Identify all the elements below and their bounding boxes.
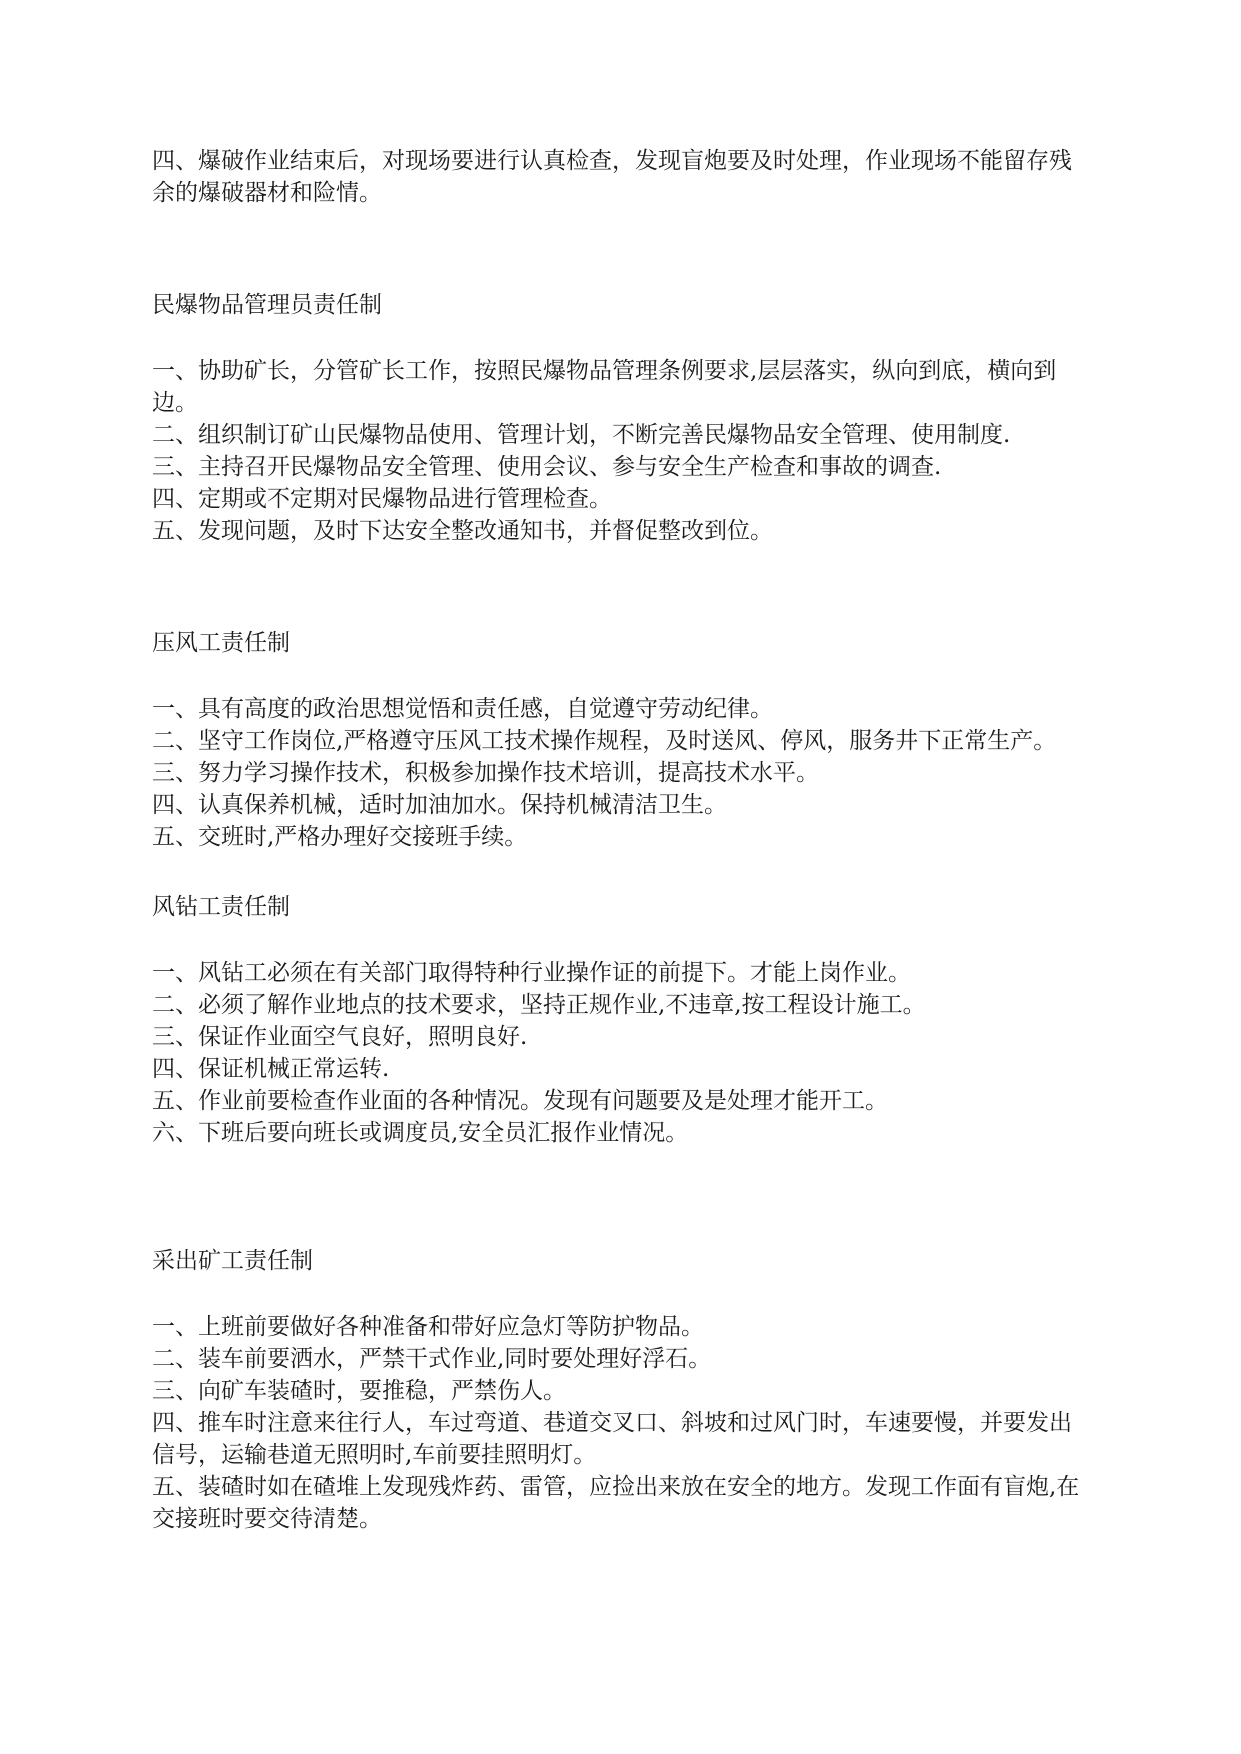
- list-item: 五、交班时,严格办理好交接班手续。: [152, 824, 528, 850]
- list-item: 一、上班前要做好各种准备和带好应急灯等防护物品。: [152, 1314, 704, 1340]
- list-item: 四、认真保养机械，适时加油加水。保持机械清洁卫生。: [152, 792, 727, 818]
- spacer: [152, 923, 1092, 957]
- list-item: 五、作业前要检查作业面的各种情况。发现有问题要及是处理才能开工。: [152, 1088, 888, 1114]
- list-item: 三、主持召开民爆物品安全管理、使用会议、参与安全生产检查和事故的调查.: [152, 454, 942, 480]
- list-item: 五、装碴时如在碴堆上发现残炸药、雷管，应捡出来放在安全的地方。发现工作面有盲炮,在交接班时要交待清楚。: [152, 1474, 1080, 1532]
- section-explosives-manager: [152, 289, 1092, 547]
- spacer: [152, 1277, 1092, 1311]
- spacer: [152, 547, 1092, 627]
- spacer: [152, 659, 1092, 693]
- document-page: [152, 145, 1092, 1535]
- spacer: [152, 209, 1092, 289]
- list-item: 一、协助矿长，分管矿长工作，按照民爆物品管理条例要求,层层落实，纵向到底，横向到边。: [152, 358, 1057, 416]
- spacer: [152, 853, 1092, 891]
- section-title: 民爆物品管理员责任制: [152, 292, 382, 318]
- section-title: 压风工责任制: [152, 630, 290, 656]
- list-item: 五、发现问题，及时下达安全整改通知书，并督促整改到位。: [152, 518, 773, 544]
- section-title: 采出矿工责任制: [152, 1248, 313, 1274]
- section-title: 风钻工责任制: [152, 894, 290, 920]
- section-compressor-operator: [152, 627, 1092, 853]
- list-item: 四、定期或不定期对民爆物品进行管理检查。: [152, 486, 612, 512]
- intro-paragraph: 四、爆破作业结束后，对现场要进行认真检查，发现盲炮要及时处理，作业现场不能留存残余的爆破器材和险情。: [152, 148, 1072, 206]
- list-item: 三、保证作业面空气良好，照明良好.: [152, 1024, 528, 1050]
- section-ore-miner: [152, 1245, 1092, 1535]
- list-item: 三、努力学习操作技术，积极参加操作技术培训，提高技术水平。: [152, 760, 819, 786]
- list-item: 二、坚守工作岗位,严格遵守压风工技术操作规程，及时送风、停风，服务井下正常生产。: [152, 728, 1057, 754]
- spacer: [152, 321, 1092, 355]
- list-item: 四、推车时注意来往行人，车过弯道、巷道交叉口、斜坡和过风门时，车速要慢，并要发出信号，运输巷道无照明时,车前要挂照明灯。: [152, 1410, 1072, 1468]
- spacer: [152, 1149, 1092, 1245]
- section-pneumatic-driller: [152, 891, 1092, 1149]
- list-item: 一、具有高度的政治思想觉悟和责任感，自觉遵守劳动纪律。: [152, 696, 773, 722]
- list-item: 二、组织制订矿山民爆物品使用、管理计划，不断完善民爆物品安全管理、使用制度.: [152, 422, 1011, 448]
- list-item: 二、装车前要洒水，严禁干式作业,同时要处理好浮石。: [152, 1346, 712, 1372]
- list-item: 六、下班后要向班长或调度员,安全员汇报作业情况。: [152, 1120, 689, 1146]
- list-item: 一、风钻工必须在有关部门取得特种行业操作证的前提下。才能上岗作业。: [152, 960, 911, 986]
- list-item: 二、必须了解作业地点的技术要求，坚持正规作业,不违章,按工程设计施工。: [152, 992, 926, 1018]
- list-item: 三、向矿车装碴时，要推稳，严禁伤人。: [152, 1378, 566, 1404]
- list-item: 四、保证机械正常运转.: [152, 1056, 390, 1082]
